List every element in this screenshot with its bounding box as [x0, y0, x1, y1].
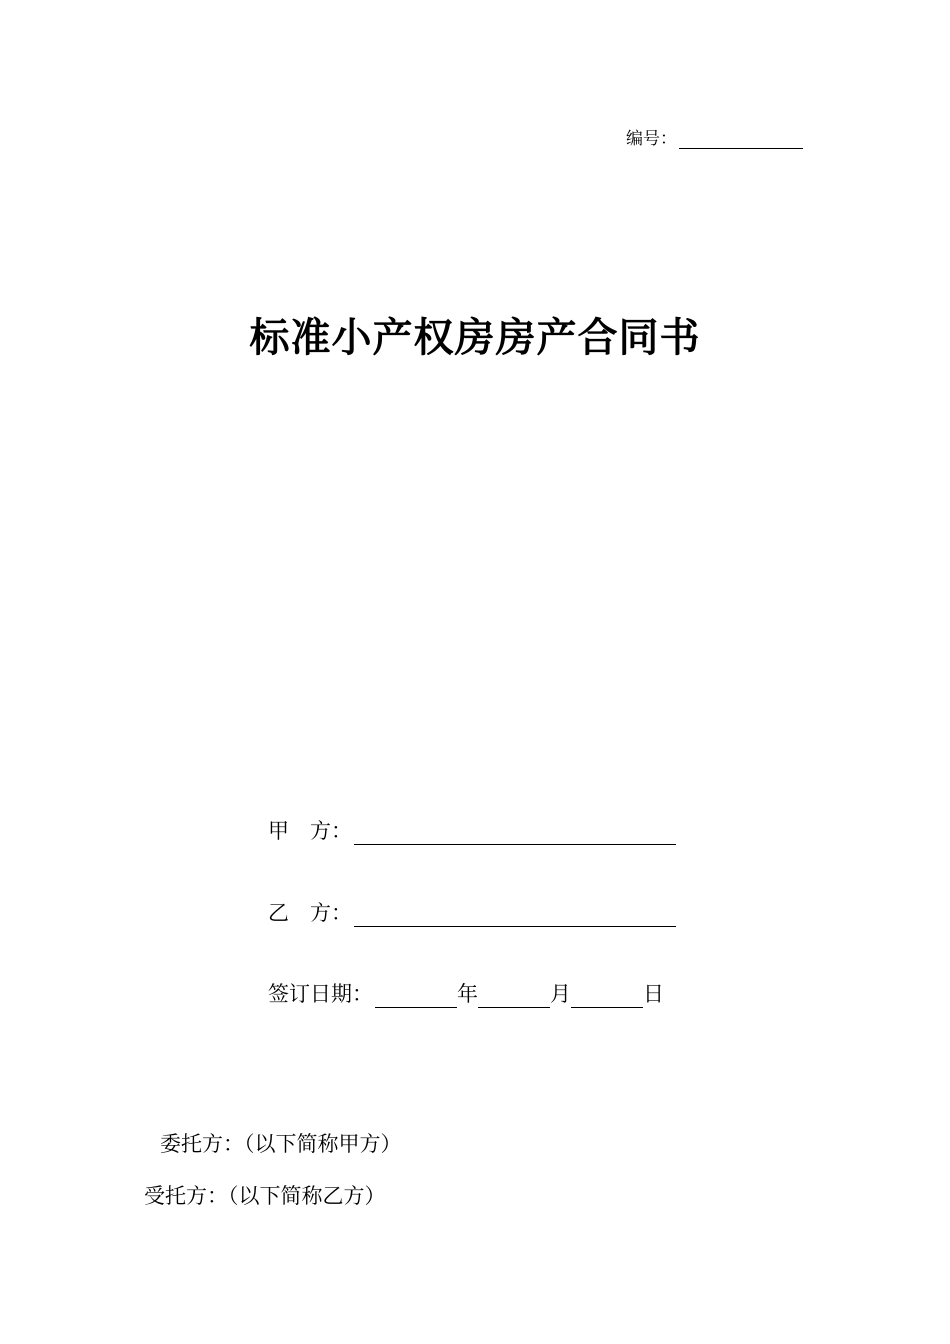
party-b-field — [268, 897, 676, 927]
party-b-label: 乙 方： — [268, 901, 352, 925]
serial-number-blank[interactable] — [679, 128, 803, 149]
month-blank[interactable] — [478, 983, 550, 1008]
party-a-label: 甲 方： — [268, 819, 352, 843]
party-a-blank[interactable] — [354, 820, 676, 845]
sign-date-label: 签订日期： — [268, 982, 373, 1006]
year-blank[interactable] — [375, 983, 457, 1008]
serial-number — [626, 124, 803, 149]
day-label: 日 — [643, 982, 664, 1006]
serial-label: 编号： — [626, 129, 677, 149]
party-b-blank[interactable] — [354, 902, 676, 927]
agent-line: 受托方：（以下简称乙方） — [144, 1184, 386, 1208]
party-a-field — [268, 815, 676, 845]
sign-date-field — [268, 978, 664, 1008]
principal-line: 委托方：（以下简称甲方） — [160, 1132, 402, 1156]
month-label: 月 — [550, 982, 571, 1006]
document-title: 标准小产权房房产合同书 — [249, 314, 701, 361]
day-blank[interactable] — [571, 983, 643, 1008]
year-label: 年 — [457, 982, 478, 1006]
